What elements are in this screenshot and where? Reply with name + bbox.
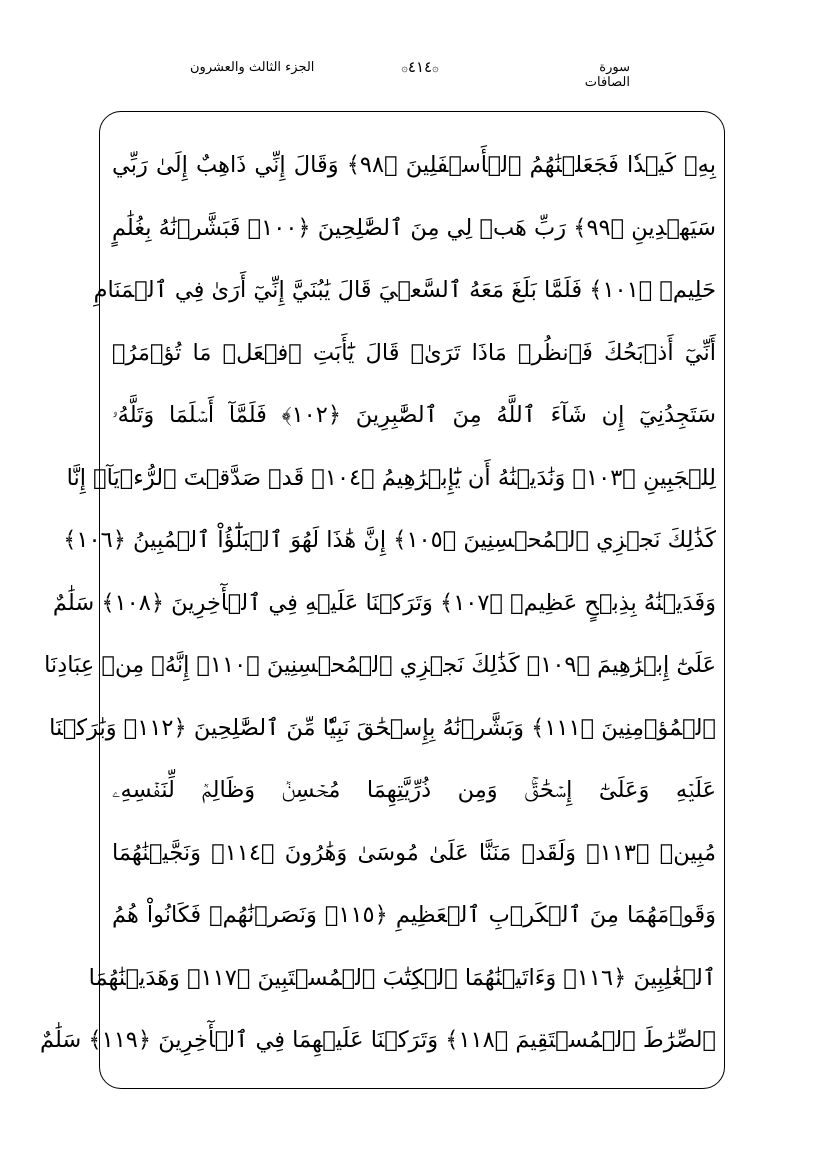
text-line: وَفَدَيۡنَٰهُ بِذِبۡحٍ عَظِيمٖ ﴿١٠٧﴾ وَتَرَكۡنَا عَلَيۡهِ فِي ٱلۡأٓخِرِينَ ﴿١٠٨﴾ سَلَٰمٌ	[52, 589, 716, 616]
text-line: لِلۡجَبِينِ ﴿١٠٣﴾ وَنَٰدَيۡنَٰهُ أَن يَٰٓإِبۡرَٰهِيمُ ﴿١٠٤﴾ قَدۡ صَدَّقۡتَ ٱلرُّءۡيَآۚ إِنَّا	[66, 464, 716, 491]
text-line: ٱلۡغَٰلِبِينَ ﴿١١٦﴾ وَءَاتَيۡنَٰهُمَا ٱلۡكِتَٰبَ ٱلۡمُسۡتَبِينَ ﴿١١٧﴾ وَهَدَيۡنَٰهُمَا	[88, 964, 716, 991]
text-line: أَنِّيٓ أَذۡبَحُكَ فَٱنظُرۡ مَاذَا تَرَىٰۚ قَالَ يَٰٓأَبَتِ ٱفۡعَلۡ مَا تُؤۡمَرُۖ	[112, 339, 716, 366]
text-line: ٱلصِّرَٰطَ ٱلۡمُسۡتَقِيمَ ﴿١١٨﴾ وَتَرَكۡنَا عَلَيۡهِمَا فِي ٱلۡأٓخِرِينَ ﴿١١٩﴾ سَلَٰمٌ	[40, 1027, 716, 1053]
text-line: مُبِينٞ ﴿١١٣﴾ وَلَقَدۡ مَنَنَّا عَلَىٰ مُوسَىٰ وَهَٰرُونَ ﴿١١٤﴾ وَنَجَّيۡنَٰهُمَا	[112, 839, 717, 866]
quran-text	[40, 134, 717, 1072]
page-number: ٤١٤	[407, 58, 433, 76]
text-line: سَتَجِدُنِيٓ إِن شَآءَ ٱللَّهُ مِنَ ٱلصَّٰبِرِينَ ﴿١٠٢﴾ فَلَمَّآ أَسۡلَمَا وَتَلَّهُۥ	[112, 402, 717, 428]
text-line: عَلَيۡهِ وَعَلَىٰٓ إِسۡحَٰقَۚ وَمِن ذُرِّيَّتِهِمَا مُحۡسِنٞ وَظَالِمٞ لِّنَفۡسِهِۦ	[112, 777, 716, 803]
juz-title: الجزء الثالث والعشرون	[190, 60, 315, 75]
text-line: وَقَوۡمَهُمَا مِنَ ٱلۡكَرۡبِ ٱلۡعَظِيمِ ﴿١١٥﴾ وَنَصَرۡنَٰهُمۡ فَكَانُواْ هُمُ	[112, 902, 717, 928]
text-line: حَلِيمٖ ﴿١٠١﴾ فَلَمَّا بَلَغَ مَعَهُ ٱلسَّعۡيَ قَالَ يَٰبُنَيَّ إِنِّيٓ أَرَىٰ فِي ٱلۡمَنَامِ	[93, 277, 716, 303]
surah-title: سورة الصافات	[584, 60, 630, 90]
text-line: كَذَٰلِكَ نَجۡزِي ٱلۡمُحۡسِنِينَ ﴿١٠٥﴾ إِنَّ هَٰذَا لَهُوَ ٱلۡبَلَٰٓؤُاْ ٱلۡمُبِينُ ﴿١٠٦﴾	[63, 527, 716, 553]
ornament-icon: ۞	[401, 61, 408, 74]
text-line: سَيَهۡدِينِ ﴿٩٩﴾ رَبِّ هَبۡ لِي مِنَ ٱلصَّٰلِحِينَ ﴿١٠٠﴾ فَبَشَّرۡنَٰهُ بِغُلَٰمٍ	[111, 214, 716, 241]
text-line: عَلَىٰٓ إِبۡرَٰهِيمَ ﴿١٠٩﴾ كَذَٰلِكَ نَجۡزِي ٱلۡمُحۡسِنِينَ ﴿١١٠﴾ إِنَّهُۥ مِنۡ عِبَادِنَا	[44, 652, 716, 678]
page-number-block	[385, 58, 455, 76]
ornament-icon: ۞	[432, 61, 439, 74]
page-header	[190, 58, 630, 90]
text-line: بِهِۦ كَيۡدٗا فَجَعَلۡنَٰهُمُ ٱلۡأَسۡفَلِينَ ﴿٩٨﴾ وَقَالَ إِنِّي ذَاهِبٌ إِلَىٰ رَبِّي	[112, 152, 716, 178]
text-line: ٱلۡمُؤۡمِنِينَ ﴿١١١﴾ وَبَشَّرۡنَٰهُ بِإِسۡحَٰقَ نَبِيّٗا مِّنَ ٱلصَّٰلِحِينَ ﴿١١٢﴾ وَبَٰرَكۡنَا	[49, 714, 716, 741]
